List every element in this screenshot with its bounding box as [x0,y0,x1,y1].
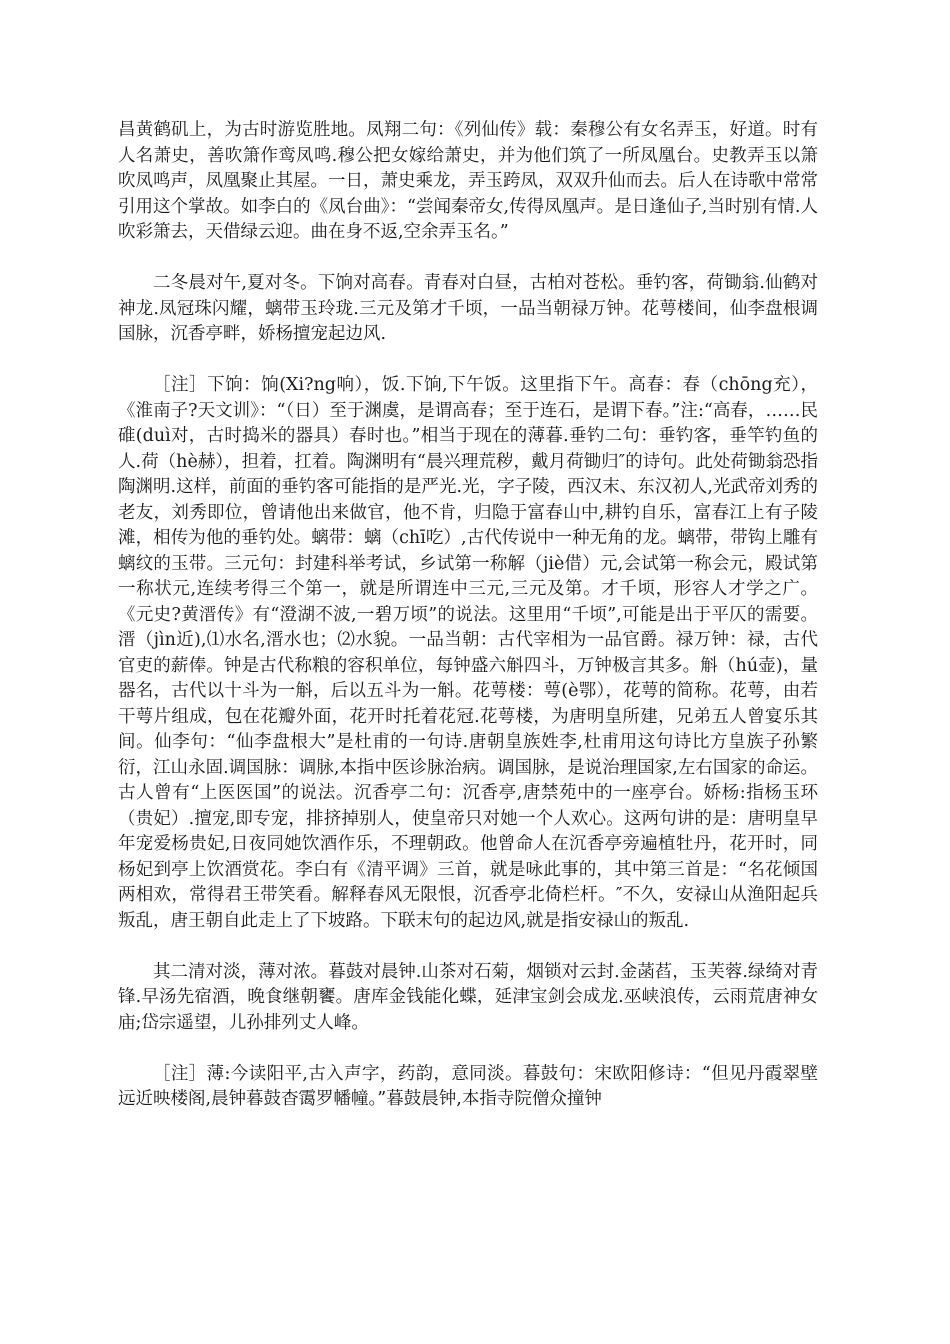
paragraph-spacer [118,934,818,960]
paragraph-1: 昌黄鹤矶上，为古时游览胜地。凤翔二句：《列仙传》载：秦穆公有女名弄玉，好道。时有人名萧史，善吹箫作鸾凤鸣.穆公把女嫁给萧史，并为他们筑了一所凤凰台。史教弄玉以箫吹凤鸣声，凤凰聚止其屋。一日，萧史乘龙，弄玉跨凤，双双升仙而去。后人在诗歌中常常引用这个掌故。如李白的《凤台曲》：“尝闻秦帝女,传得凤凰声。是日逢仙子,当时别有情.人吹彩箫去，天借绿云迎。曲在身不返,空余弄玉名。” [118,120,818,242]
paragraph-4: 其二清对淡，薄对浓。暮鼓对晨钟.山茶对石菊，烟锁对云封.金菡萏，玉芙蓉.绿绮对青锋.早汤先宿酒，晚食继朝饔。唐库金钱能化蝶，延津宝剑会成龙.巫峡浪传，云雨荒唐神女庙;岱宗遥望，儿孙排列丈人峰。 [118,961,818,1033]
paragraph-spacer [118,246,818,272]
paragraph-3-annotation: ［注］下饷：饷(Xi?ng响），饭.下饷,下午饭。这里指下午。高春：春（chōng充），《淮南子?天文训》：“（日）至于渊虞，是谓高春；至于连石，是谓下春。”注:“高春，……民碓(duì对，古时捣米的器具）春时也。”相当于现在的薄暮.垂钓二句：垂钓客，垂竿钓鱼的人.荷（hè赫），担着，扛着。陶渊明有“晨兴理荒秽，戴月荷锄归″的诗句。此处荷锄翁恐指陶渊明.这样，前面的垂钓客可能指的是严光.光，字子陵，西汉末、东汉初人,光武帝刘秀的老友，刘秀即位，曾请他出来做官，他不肯，归隐于富春山中,耕钓自乐，富春江上有子陵滩，相传为他的垂钓处。螭带：螭（chī吃）,古代传说中一种无角的龙。螭带，带钩上雕有螭纹的玉带。三元句：封建科举考试，乡试第一称解（jiè借）元,会试第一称会元，殿试第一称状元,连续考得三个第一，就是所谓连中三元,三元及第。才千顷，形容人才学之广。《元史?黄溍传》有“澄湖不波,一碧万顷”的说法。这里用“千顷”,可能是出于平仄的需要。溍（jìn近),⑴水名,溍水也；⑵水貌。一品当朝：古代宰相为一品官爵。禄万钟：禄，古代官吏的薪俸。钟是古代称粮的容积单位，每钟盛六斛四斗，万钟极言其多。斛（hú壶)，量器名，古代以十斗为一斛，后以五斗为一斛。花萼楼：萼(è鄂），花萼的简称。花萼，由若干萼片组成，包在花瓣外面，花开时托着花冠.花萼楼，为唐明皇所建，兄弟五人曾宴乐其间。仙李句：“仙李盘根大”是杜甫的一句诗.唐朝皇族姓李,杜甫用这句诗比方皇族子孙繁衍，江山永固.调国脉：调脉,本指中医诊脉治病。调国脉，是说治理国家,左右国家的命运。古人曾有“上医医国”的说法。沉香亭二句：沉香亭,唐禁苑中的一座亭台。娇杨:指杨玉环（贵妃）.擅宠,即专宠，排挤掉别人，使皇帝只对她一个人欢心。这两句讲的是：唐明皇早年宠爱杨贵妃,日夜同她饮酒作乐，不理朝政。他曾命人在沉香亭旁遍植牡丹，花开时，同杨妃到亭上饮酒赏花。李白有《清平调》三首，就是咏此事的，其中第三首是：“名花倾国两相欢，常得君王带笑看。解释春风无限恨，沉香亭北倚栏杆。″不久，安禄山从渔阳起兵叛乱，唐王朝自此走上了下坡路。下联末句的起边风,就是指安禄山的叛乱. [118,375,818,931]
paragraph-spacer [118,1036,818,1062]
paragraph-spacer [118,348,818,374]
paragraph-5-annotation: ［注］薄:今读阳平,古入声字，药韵，意同淡。暮鼓句：宋欧阳修诗：“但见丹霞翠壁远近映楼阁,晨钟暮鼓杳霭罗幡幢。”暮鼓晨钟,本指寺院僧众撞钟 [118,1063,818,1109]
document-body [118,118,818,1113]
paragraph-2: 二冬晨对午,夏对冬。下饷对高春。青春对白昼，古柏对苍松。垂钓客，荷锄翁.仙鹤对神龙.凤冠珠闪耀，螭带玉玲珑.三元及第才千顷，一品当朝禄万钟。花萼楼间，仙李盘根调国脉，沉香亭畔，娇杨擅宠起边风. [118,273,818,344]
